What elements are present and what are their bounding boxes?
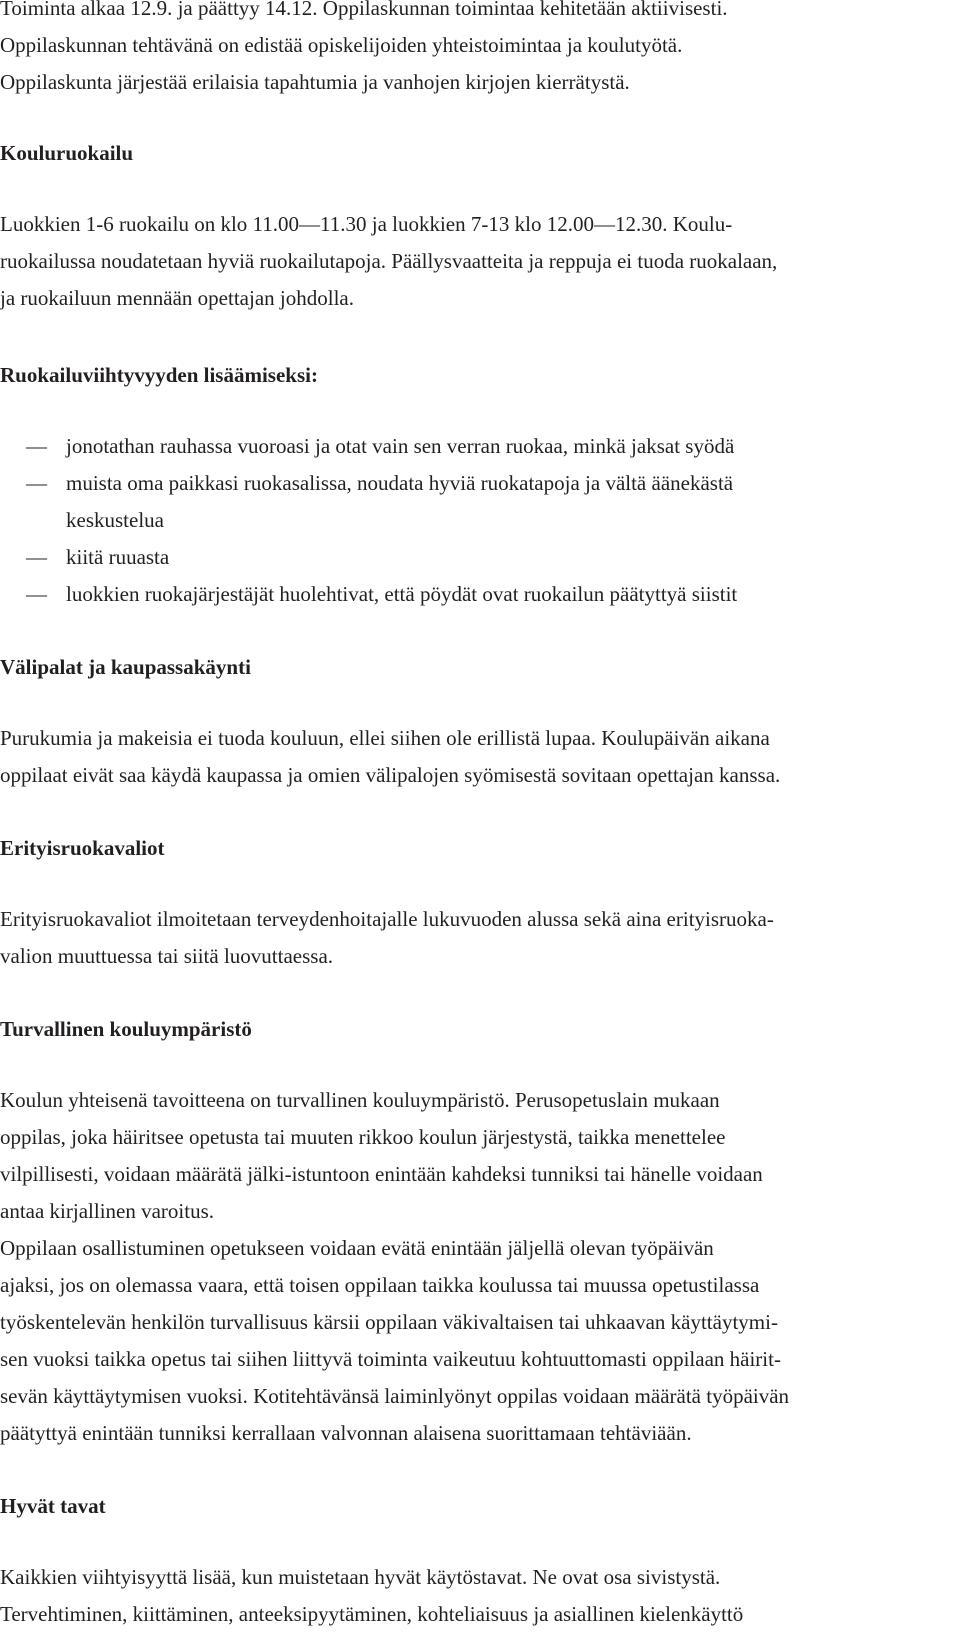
list-item-text: jonotathan rauhassa vuoroasi ja otat vain sen verran ruokaa, minkä jaksat syödä	[66, 434, 735, 458]
text-line: oppilas, joka häiritsee opetusta tai muuten rikkoo koulun järjestystä, taikka menettelee	[0, 1125, 726, 1149]
turvallinen-paragraph	[0, 1082, 960, 1452]
text-line: ja ruokailuun mennään opettajan johdolla.	[0, 286, 354, 310]
list-item-text: kiitä ruuasta	[66, 545, 170, 569]
intro-paragraph	[0, 0, 960, 101]
list-item	[0, 465, 960, 539]
valipalat-paragraph	[0, 720, 960, 794]
text-line: Koulun yhteisenä tavoitteena on turvallinen kouluympäristö. Perusopetuslain mukaan	[0, 1088, 720, 1112]
dash-bullet: —	[26, 471, 47, 495]
section-heading-hyvat-tavat: Hyvät tavat	[0, 1494, 106, 1518]
erityis-paragraph	[0, 901, 960, 975]
section-heading-valipalat: Välipalat ja kaupassakäynti	[0, 655, 251, 679]
list-item	[0, 428, 960, 465]
text-line: Oppilaskunta järjestää erilaisia tapahtumia ja vanhojen kirjojen kierrätystä.	[0, 70, 630, 94]
hyvat-paragraph	[0, 1559, 960, 1633]
list-item-text: muista oma paikkasi ruokasalissa, noudata hyviä ruokatapoja ja vältä äänekästä	[66, 471, 734, 495]
dash-list	[0, 428, 960, 613]
text-line: Toiminta alkaa 12.9. ja päättyy 14.12. Oppilaskunnan toimintaa kehitetään aktiivisesti.	[0, 0, 728, 20]
text-line: päätyttyä enintään tunniksi kerrallaan valvonnan alaisena suorittamaan tehtäviään.	[0, 1421, 692, 1445]
section-heading-viihtyvyys: Ruokailuviihtyvyyden lisäämiseksi:	[0, 363, 318, 387]
text-line: Luokkien 1-6 ruokailu on klo 11.00—11.30 ja luokkien 7-13 klo 12.00—12.30. Koulu-	[0, 212, 733, 236]
dash-bullet: —	[26, 545, 47, 569]
text-line: oppilaat eivät saa käydä kaupassa ja omien välipalojen syömisestä sovitaan opettajan kanssa.	[0, 763, 781, 787]
dash-bullet: —	[26, 582, 47, 606]
text-line: antaa kirjallinen varoitus.	[0, 1199, 215, 1223]
list-item-text-continued: keskustelua	[66, 508, 164, 532]
text-line: Oppilaan osallistuminen opetukseen voidaan evätä enintään jäljellä olevan työpäivän	[0, 1236, 714, 1260]
text-line: Purukumia ja makeisia ei tuoda kouluun, ellei siihen ole erillistä lupaa. Koulupäivän aikana	[0, 726, 770, 750]
list-item	[0, 576, 960, 613]
text-line: valion muuttuessa tai siitä luovuttaessa.	[0, 944, 334, 968]
text-line: sevän käyttäytymisen vuoksi. Kotitehtävänsä laiminlyönyt oppilas voidaan määrätä työpäivän	[0, 1384, 790, 1408]
section-heading-kouluruokailu: Kouluruokailu	[0, 141, 134, 165]
kouluruokailu-paragraph	[0, 206, 960, 317]
text-line: vilpillisesti, voidaan määrätä jälki-istuntoon enintään kahdeksi tunniksi tai hänelle voidaan	[0, 1162, 763, 1186]
list-item	[0, 539, 960, 576]
text-line: Erityisruokavaliot ilmoitetaan terveydenhoitajalle lukuvuoden alussa sekä aina erityisruoka-	[0, 907, 774, 931]
text-line: ajaksi, jos on olemassa vaara, että toisen oppilaan taikka koulussa tai muussa opetustilassa	[0, 1273, 760, 1297]
text-line: työskentelevän henkilön turvallisuus kärsii oppilaan väkivaltaisen tai uhkaavan käyttäytymi-	[0, 1310, 778, 1334]
text-line: sen vuoksi taikka opetus tai siihen liittyvä toiminta vaikeutuu kohtuuttomasti oppilaan häirit-	[0, 1347, 781, 1371]
dash-bullet: —	[26, 434, 47, 458]
section-heading-erityisruokavaliot: Erityisruokavaliot	[0, 836, 165, 860]
text-line: Tervehtiminen, kiittäminen, anteeksipyytäminen, kohteliaisuus ja asiallinen kielenkäyttö	[0, 1602, 744, 1626]
text-line: Kaikkien viihtyisyyttä lisää, kun muistetaan hyvät käytöstavat. Ne ovat osa sivistystä.	[0, 1565, 721, 1589]
text-line: ruokailussa noudatetaan hyviä ruokailutapoja. Päällysvaatteita ja reppuja ei tuoda ruokalaan,	[0, 249, 778, 273]
list-item-text: luokkien ruokajärjestäjät huolehtivat, että pöydät ovat ruokailun päätyttyä siistit	[66, 582, 738, 606]
section-heading-turvallinen: Turvallinen kouluympäristö	[0, 1017, 252, 1041]
text-line: Oppilaskunnan tehtävänä on edistää opiskelijoiden yhteistoimintaa ja koulutyötä.	[0, 33, 683, 57]
